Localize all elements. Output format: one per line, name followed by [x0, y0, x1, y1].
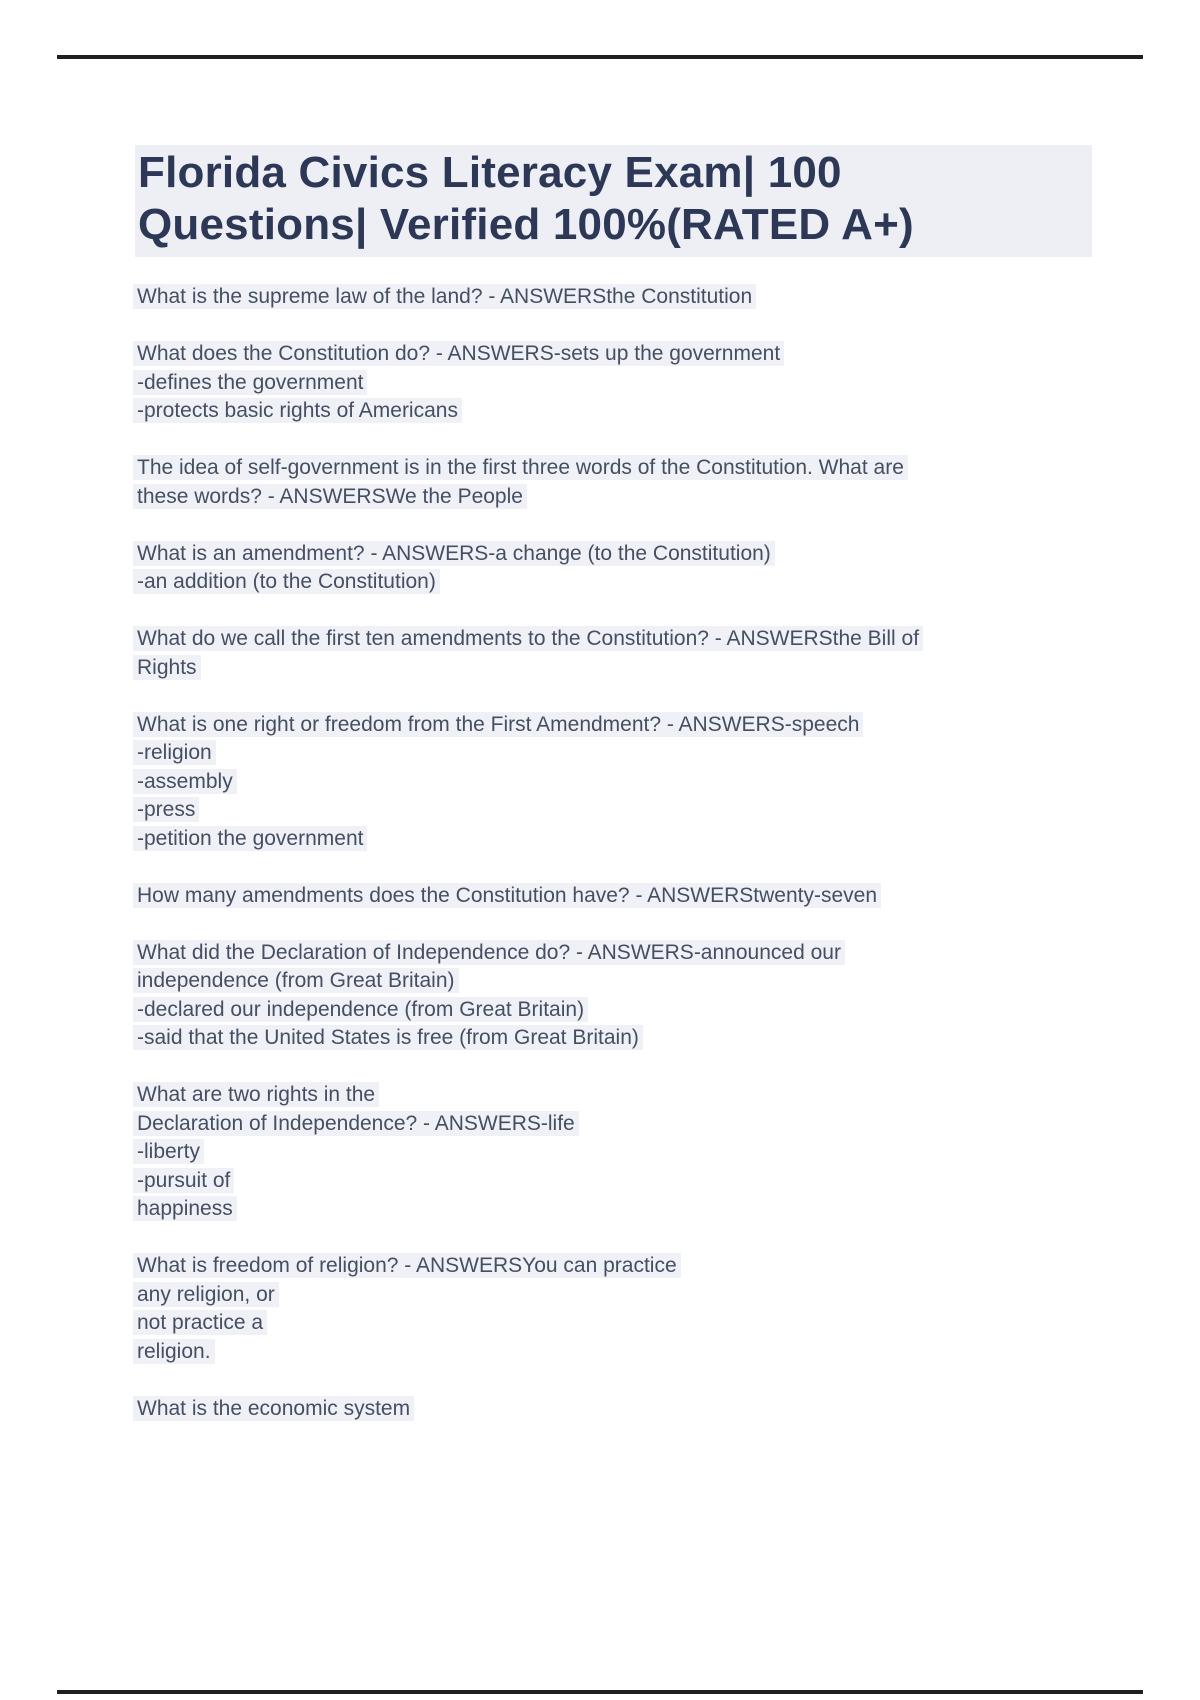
text-line: these words? - ANSWERSWe the People	[137, 483, 1117, 512]
document-title	[135, 145, 1092, 257]
text-line: -liberty	[137, 1138, 1117, 1167]
text-line: -said that the United States is free (from Great Britain)	[137, 1024, 1117, 1053]
qa-paragraph	[137, 540, 1117, 597]
text-line: Declaration of Independence? - ANSWERS-life	[137, 1110, 1117, 1139]
text-line: -assembly	[137, 768, 1117, 797]
text-line: -protects basic rights of Americans	[137, 397, 1117, 426]
text-line: What is one right or freedom from the First Amendment? - ANSWERS-speech	[137, 711, 1117, 740]
text-line: -an addition (to the Constitution)	[137, 568, 1117, 597]
text-line: What is the economic system	[137, 1395, 1117, 1424]
text-line: religion.	[137, 1338, 1117, 1367]
text-line: independence (from Great Britain)	[137, 967, 1117, 996]
text-line: happiness	[137, 1195, 1117, 1224]
text-line: What are two rights in the	[137, 1081, 1117, 1110]
text-line: What did the Declaration of Independence do? - ANSWERS-announced our	[137, 939, 1117, 968]
text-line: -declared our independence (from Great Britain)	[137, 996, 1117, 1025]
text-line: Rights	[137, 654, 1117, 683]
qa-paragraph	[137, 1252, 1117, 1366]
bottom-rule	[57, 1690, 1143, 1694]
qa-paragraph	[137, 711, 1117, 854]
text-line: -defines the government	[137, 369, 1117, 398]
text-line: What do we call the first ten amendments to the Constitution? - ANSWERSthe Bill of	[137, 625, 1117, 654]
text-line: not practice a	[137, 1309, 1117, 1338]
document-body	[137, 283, 1117, 1452]
document-title-line-2: Questions| Verified 100%(RATED A+)	[138, 200, 914, 249]
text-line: What is freedom of religion? - ANSWERSYou can practice	[137, 1252, 1117, 1281]
text-line: The idea of self-government is in the first three words of the Constitution. What are	[137, 454, 1117, 483]
text-line: -petition the government	[137, 825, 1117, 854]
qa-paragraph	[137, 882, 1117, 911]
text-line: What is an amendment? - ANSWERS-a change (to the Constitution)	[137, 540, 1117, 569]
qa-paragraph	[137, 1081, 1117, 1224]
text-line: What does the Constitution do? - ANSWERS-sets up the government	[137, 340, 1117, 369]
qa-paragraph	[137, 939, 1117, 1053]
text-line: What is the supreme law of the land? - ANSWERSthe Constitution	[137, 283, 1117, 312]
qa-paragraph	[137, 454, 1117, 511]
text-line: -press	[137, 796, 1117, 825]
qa-paragraph	[137, 283, 1117, 312]
text-line: -religion	[137, 739, 1117, 768]
qa-paragraph	[137, 625, 1117, 682]
text-line: any religion, or	[137, 1281, 1117, 1310]
text-line: -pursuit of	[137, 1167, 1117, 1196]
qa-paragraph	[137, 1395, 1117, 1424]
top-rule	[57, 55, 1143, 59]
qa-paragraph	[137, 340, 1117, 426]
document-title-line-1: Florida Civics Literacy Exam| 100	[138, 148, 842, 197]
text-line: How many amendments does the Constitution have? - ANSWERStwenty-seven	[137, 882, 1117, 911]
